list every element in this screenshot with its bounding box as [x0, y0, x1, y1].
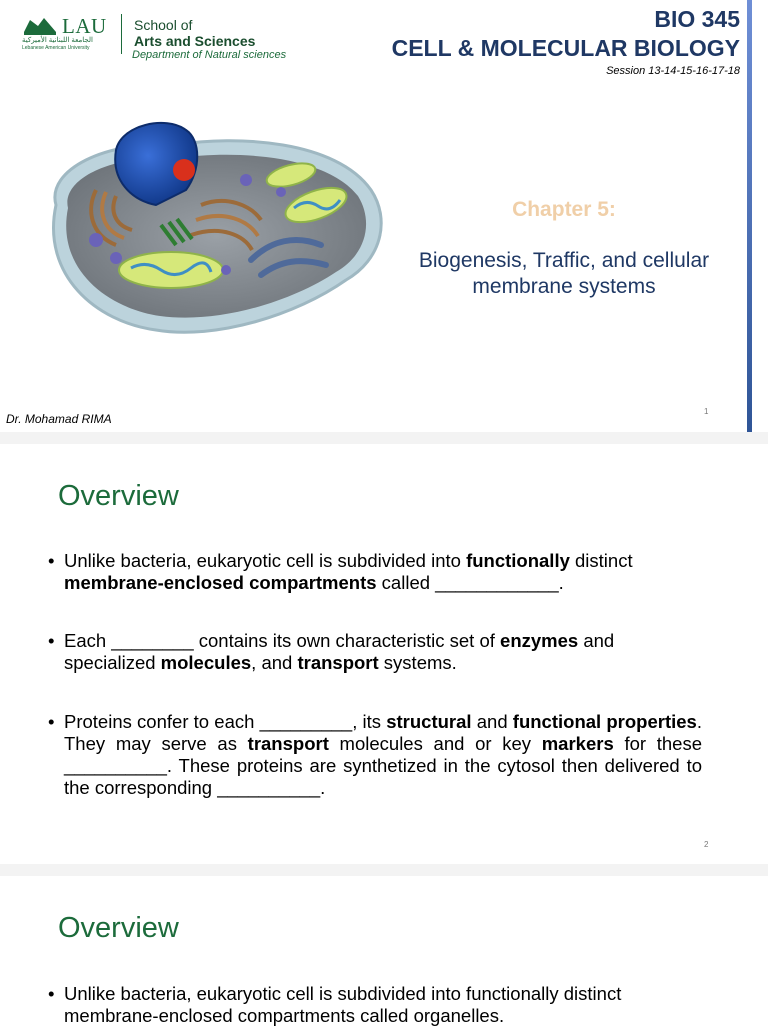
page-number: 1: [704, 407, 709, 416]
bullet-text: Unlike bacteria, eukaryotic cell is subdivided into functionally distinct membrane-enclosed compartments called ____________.: [64, 550, 633, 593]
course-title: CELL & MOLECULAR BIOLOGY: [391, 35, 740, 61]
lau-arabic-name: الجامعة اللبنانية الأميركية: [22, 37, 93, 44]
lau-logo: [22, 14, 108, 52]
bullet-dot: •: [48, 983, 55, 1004]
bullet-item: [48, 983, 702, 1027]
lau-wordmark: LAU: [62, 14, 107, 38]
bullet-text: Unlike bacteria, eukaryotic cell is subdivided into functionally distinct membrane-enclosed compartments called organelles.: [64, 983, 622, 1026]
animal-cell-illustration: [36, 110, 386, 345]
bullet-dot: •: [48, 630, 55, 651]
department-name: Department of Natural sciences: [132, 49, 287, 61]
school-line2: Arts and Sciences: [134, 33, 256, 49]
bullet-item: [48, 630, 702, 674]
slide-accent-bar: [747, 0, 752, 432]
title-slide: [0, 0, 768, 432]
slide-separator: [0, 432, 768, 444]
overview-slide: [0, 876, 768, 1024]
bullet-item: [48, 550, 702, 594]
course-code: BIO 345: [654, 6, 740, 32]
slide-title: Overview: [58, 912, 179, 944]
bullet-dot: •: [48, 550, 55, 571]
bullet-dot: •: [48, 711, 55, 732]
logo-divider: [121, 14, 122, 54]
page-number: 2: [704, 840, 709, 849]
overview-slide: [0, 444, 768, 864]
bullet-text: Proteins confer to each _________, its structural and functional properties. They may serve as transport molecules and or key markers for these __________. These proteins are synthetized in the cytosol then delivered to the corresponding __________.: [64, 711, 702, 798]
session-label: Session 13-14-15-16-17-18: [606, 65, 740, 77]
bullet-item: [48, 711, 702, 799]
chapter-title-line1: Biogenesis, Traffic, and cellular: [418, 249, 710, 272]
slide-title: Overview: [58, 480, 179, 512]
school-line1: School of: [134, 17, 193, 33]
slide-separator: [0, 864, 768, 876]
author-name: Dr. Mohamad RIMA: [6, 412, 112, 426]
chapter-title: [396, 248, 732, 300]
chapter-title-line2: membrane systems: [472, 275, 656, 298]
lau-emblem-icon: [22, 16, 58, 36]
bullet-text: Each ________ contains its own characteristic set of enzymes and specialized molecules, and transport systems.: [64, 630, 615, 673]
chapter-label: Chapter 5:: [512, 198, 616, 221]
lau-english-name: Lebanese American University: [22, 45, 90, 51]
